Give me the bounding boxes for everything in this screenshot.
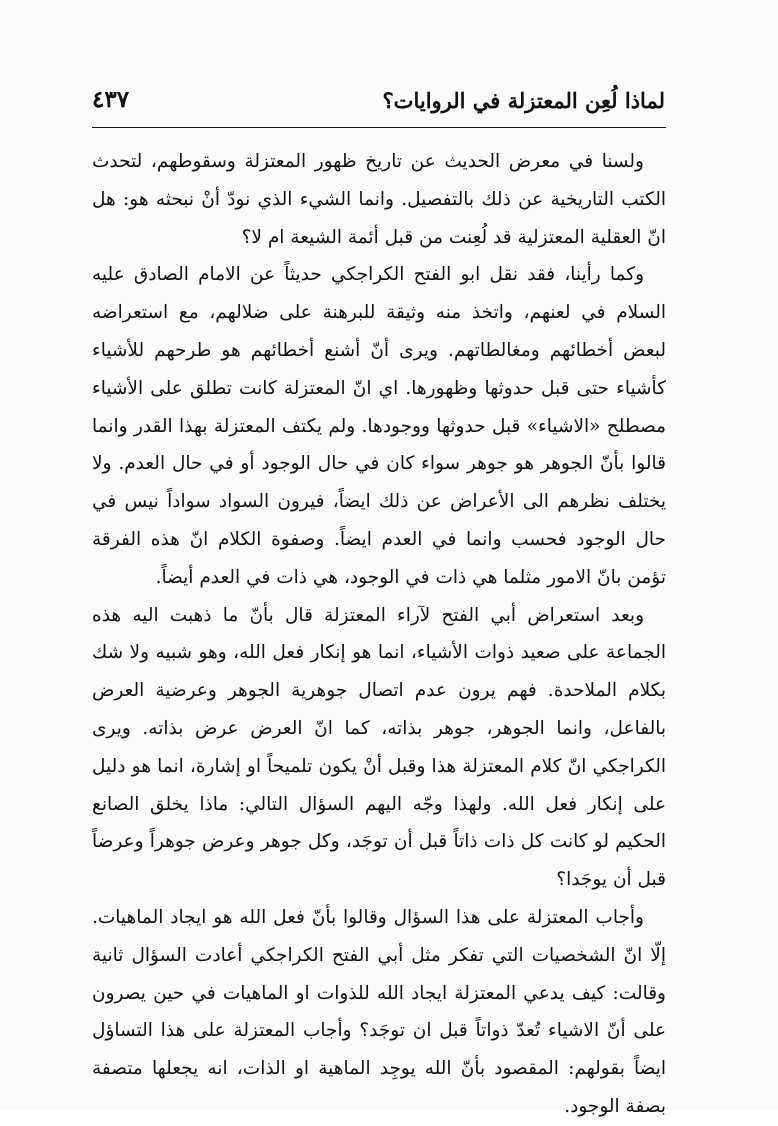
paragraph: وأجاب المعتزلة على هذا السؤال وقالوا بأنّ فعل الله هو ايجاد الماهيات. إلّا انّ الشخصيات التي تفكر مثل أبي الفتح الكراجكي أعادت السؤال ثانية وقالت: كيف يدعي المعتزلة ايجاد الله للذوات او الماهيات في حين يصرون على أنّ الاشياء تُعدّ ذواتاً قبل ان توجَد؟ وأجاب المعتزلة على هذا التساؤل ايضاً بقولهم: المقصود بأنّ الله يوجِد الماهية او الذات، انه يجعلها متصفة بصفة الوجود. <box>92 906 666 1117</box>
paragraph: ولسنا في معرض الحديث عن تاريخ ظهور المعتزلة وسقوطهم، لتحدث الكتب التاريخية عن ذلك بالتفصيل. وانما الشيء الذي نودّ أنْ نبحثه هو: هل انّ العقلية المعتزلية قد لُعِنت من قبل أئمة الشيعة ام لا؟ <box>92 151 666 248</box>
header-rule <box>92 127 666 128</box>
running-title: لماذا لُعِن المعتزلة في الروايات؟ <box>382 88 665 113</box>
paragraph: وبعد استعراض أبي الفتح لآراء المعتزلة قال بأنّ ما ذهبت اليه هذه الجماعة على صعيد ذوات الأشياء، انما هو إنكار فعل الله، وهو شبيه ولا شك بكلام الملاحدة. فهم يرون عدم اتصال جوهرية الجوهر وعرضية العرض بالفاعل، وانما الجوهر، جوهر بذاته، كما انّ العرض عرض بذاته. ويرى الكراجكي انّ كلام المعتزلة هذا وقبل أنْ يكون تلميحاً او إشارة، انما هو دليل على إنكار فعل الله. ولهذا وجّه اليهم السؤال التالي: ماذا يخلق الصانع الحكيم لو كانت كل ذات ذاتاً قبل أن توجَد، وكل جوهر وعرض جوهراً وعرضاً قبل أن يوجَدا؟ <box>92 604 666 891</box>
paragraph: وكما رأينا، فقد نقل ابو الفتح الكراجكي حديثاً عن الامام الصادق عليه السلام في لعنهم، واتخذ منه وثيقة للبرهنة على ضلالهم، مع استعراضه لبعض أخطائهم ومغالطاتهم. ويرى أنّ أشنع أخطائهم هو طرحهم للأشياء كأشياء حتى قبل حدوثها وظهورها. اي انّ المعتزلة كانت تطلق على الأشياء مصطلح «الاشياء» قبل حدوثها ووجودها. ولم يكتف المعتزلة بهذا القدر وانما قالوا بأنّ الجوهر هو جوهر سواء كان في حال الوجود أو في حال العدم. ولا يختلف نظرهم الى الأعراض عن ذلك ايضاً، فيرون السواد سواداً نيس في حال الوجود فحسب وانما في العدم ايضاً. وصفوة الكلام انّ هذه الفرقة تؤمن بانّ الامور مثلما هي ذات في الوجود، هي ذات في العدم أيضاً. <box>92 264 666 588</box>
body-text <box>92 143 666 1126</box>
running-header <box>90 82 665 122</box>
page-number: ٤٣٧ <box>92 86 130 113</box>
